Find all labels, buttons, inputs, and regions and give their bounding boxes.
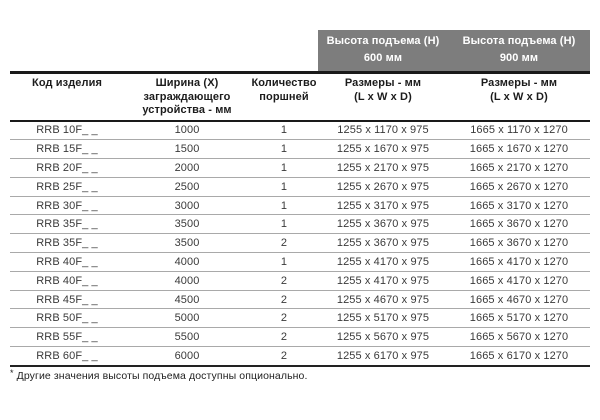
table-cell: 1255 x 5170 x 975 [318,309,448,328]
table-cell: 1 [250,121,318,140]
band-header-900-value: 900 мм [499,52,539,64]
table-cell: 1665 x 5170 x 1270 [448,309,590,328]
table-cell: RRB 45F_ _ [10,290,124,309]
table-cell: 1665 x 3170 x 1270 [448,196,590,215]
column-header-dimensions-600: Размеры - мм (L x W x D) [318,73,448,121]
band-header-600-value: 600 мм [363,52,403,64]
table-cell: 1255 x 4670 x 975 [318,290,448,309]
table-cell: 1665 x 1670 x 1270 [448,140,590,159]
table-row [10,140,590,159]
table-cell: 1665 x 3670 x 1270 [448,234,590,253]
table-cell: 1665 x 4170 x 1270 [448,253,590,272]
table-cell: 1 [250,196,318,215]
table-cell: 2500 [124,177,250,196]
table-cell: RRB 40F_ _ [10,271,124,290]
table-cell: 1665 x 6170 x 1270 [448,347,590,366]
table-cell: 2 [250,271,318,290]
table-cell: 1255 x 5670 x 975 [318,328,448,347]
table-row [10,271,590,290]
table-row [10,121,590,140]
table-cell: 1665 x 2170 x 1270 [448,159,590,178]
table-cell: 3000 [124,196,250,215]
table-cell: 1 [250,140,318,159]
band-header-900 [448,30,590,73]
table-header [10,30,590,121]
product-spec-table [10,30,590,367]
table-cell: 1 [250,253,318,272]
footnote-text: Другие значения высоты подъема доступны опционально. [16,370,308,382]
table-cell: 4500 [124,290,250,309]
table-cell: 1255 x 2670 x 975 [318,177,448,196]
table-body [10,121,590,366]
table-cell: 4000 [124,271,250,290]
table-cell: RRB 35F_ _ [10,234,124,253]
table-cell: 1000 [124,121,250,140]
table-row [10,253,590,272]
table-cell: 1255 x 6170 x 975 [318,347,448,366]
table-row [10,290,590,309]
band-spacer [10,30,318,73]
footnote-marker: * [10,368,14,378]
table-cell: 1255 x 2170 x 975 [318,159,448,178]
table-cell: 5000 [124,309,250,328]
table-cell: 1255 x 3670 x 975 [318,215,448,234]
table-cell: 1 [250,159,318,178]
footnote [10,368,308,382]
table-cell: 1500 [124,140,250,159]
table-row [10,347,590,366]
table-cell: 4000 [124,253,250,272]
table-row [10,309,590,328]
table-cell: 1255 x 1670 x 975 [318,140,448,159]
table-cell: 2 [250,309,318,328]
table-cell: 1665 x 2670 x 1270 [448,177,590,196]
table-cell: RRB 20F_ _ [10,159,124,178]
table-cell: 1665 x 4670 x 1270 [448,290,590,309]
table-cell: 3500 [124,234,250,253]
table-cell: 1255 x 4170 x 975 [318,271,448,290]
table-row [10,328,590,347]
table-cell: RRB 35F_ _ [10,215,124,234]
band-header-600-title: Высота подъема (H) [326,35,440,47]
table-row [10,196,590,215]
table-cell: 2 [250,347,318,366]
table-cell: RRB 15F_ _ [10,140,124,159]
column-header-product-code: Код изделия [10,73,124,121]
table-cell: RRB 40F_ _ [10,253,124,272]
table-cell: 2 [250,328,318,347]
band-header-600 [318,30,448,73]
table-cell: RRB 50F_ _ [10,309,124,328]
table-cell: 6000 [124,347,250,366]
table-row [10,177,590,196]
table-cell: 1 [250,177,318,196]
table-cell: 2000 [124,159,250,178]
table-row [10,215,590,234]
table-cell: 1665 x 5670 x 1270 [448,328,590,347]
column-header-piston-count: Количество поршней [250,73,318,121]
lift-height-band-row [10,30,590,73]
column-header-row [10,73,590,121]
table-row [10,234,590,253]
table-cell: 1665 x 4170 x 1270 [448,271,590,290]
table-cell: 1255 x 4170 x 975 [318,253,448,272]
band-header-900-title: Высота подъема (H) [462,35,576,47]
table-cell: RRB 25F_ _ [10,177,124,196]
table-cell: 2 [250,234,318,253]
table-cell: 3500 [124,215,250,234]
table-cell: 1665 x 3670 x 1270 [448,215,590,234]
table-cell: RRB 10F_ _ [10,121,124,140]
table-cell: 1255 x 3670 x 975 [318,234,448,253]
column-header-width: Ширина (X) заграждающего устройства - мм [124,73,250,121]
table-row [10,159,590,178]
table-cell: RRB 30F_ _ [10,196,124,215]
table-cell: 1665 x 1170 x 1270 [448,121,590,140]
table-cell: 5500 [124,328,250,347]
table-cell: 1255 x 3170 x 975 [318,196,448,215]
table-cell: 2 [250,290,318,309]
table-cell: 1 [250,215,318,234]
table-cell: RRB 60F_ _ [10,347,124,366]
table-cell: RRB 55F_ _ [10,328,124,347]
column-header-dimensions-900: Размеры - мм (L x W x D) [448,73,590,121]
table-cell: 1255 x 1170 x 975 [318,121,448,140]
